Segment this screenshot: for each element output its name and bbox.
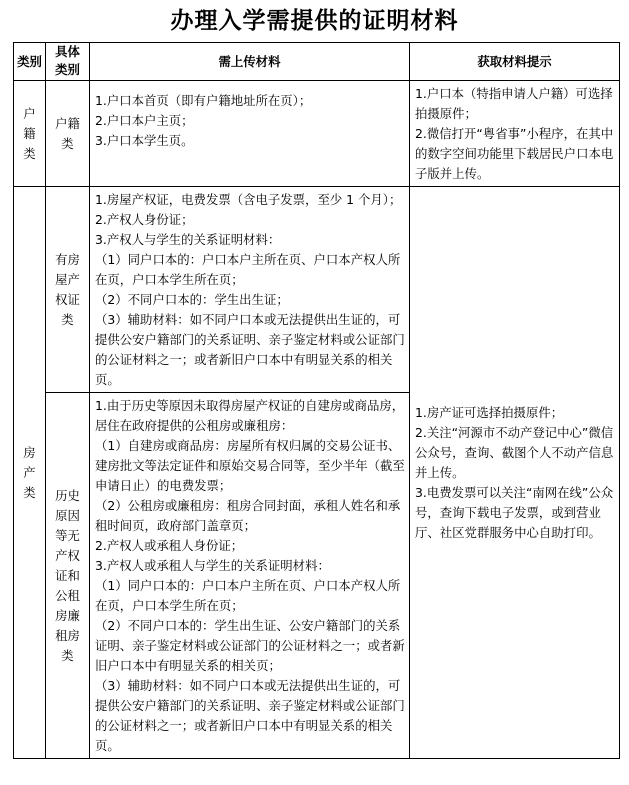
category-cell-property: 房产类 — [14, 187, 46, 759]
materials-cell-property-other — [90, 393, 410, 759]
tip-line: 1.户口本（特指申请人户籍）可选择拍摄原件； — [415, 86, 613, 121]
material-line: 1.房屋产权证，电费发票（含电子发票，至少 1 个月）； — [95, 192, 402, 207]
header-tips: 获取材料提示 — [410, 43, 620, 81]
subcategory-cell-hukou: 户籍类 — [46, 81, 90, 187]
category-cell-hukou: 户籍类 — [14, 81, 46, 187]
material-line: （2）不同户口本的：学生出生证、公安户籍部门的关系证明、亲子鉴定材料或公证部门的公证材料之一；或者新旧户口本中有明显关系的相关页； — [95, 618, 405, 673]
material-line: 3.户口本学生页。 — [95, 133, 194, 148]
table-row-hukou — [14, 81, 620, 187]
tip-line: 2.微信打开“粤省事”小程序，在其中的数字空间功能里下载居民户口本电子版并上传。 — [415, 126, 614, 181]
material-line: （1）同户口本的：户口本户主所在页、户口本产权人所在页，户口本学生所在页； — [95, 252, 401, 287]
material-line: 2.户口本户主页； — [95, 113, 194, 128]
tip-line: 1.房产证可选择拍摄原件； — [415, 405, 564, 420]
material-line: 3.产权人与学生的关系证明材料： — [95, 232, 281, 247]
header-category: 类别 — [14, 43, 46, 81]
material-line: 2.产权人或承租人身份证； — [95, 538, 244, 553]
material-line: 3.产权人或承租人与学生的关系证明材料： — [95, 558, 330, 573]
document-title: 办理入学需提供的证明材料 — [170, 8, 459, 34]
materials-cell-hukou — [90, 81, 410, 187]
material-line: （1）同户口本的：户口本户主所在页、户口本产权人所在页，户口本学生所在页； — [95, 578, 401, 613]
material-line: （1）自建房或商品房：房屋所有权归属的交易公证书、建房批文等法定证件和原始交易合同等，至少半年（截至申请日止）的电费发票； — [95, 438, 405, 493]
header-row — [14, 43, 620, 81]
materials-cell-property-owned — [90, 187, 410, 393]
subcategory-cell-property-other: 历史原因等无产权证和公租房廉租房类 — [46, 393, 90, 759]
table-row-property-owned — [14, 187, 620, 393]
material-line: （2）不同户口本的：学生出生证； — [95, 292, 289, 307]
material-line: 1.由于历史等原因未取得房屋产权证的自建房或商品房，居住在政府提供的公租房或廉租房： — [95, 398, 405, 433]
materials-table — [13, 42, 620, 759]
material-line: （2）公租房或廉租房：租房合同封面，承租人姓名和承租时间页，政府部门盖章页； — [95, 498, 401, 533]
tip-line: 2.关注“河源市不动产登记中心”微信公众号，查询、截图个人不动产信息并上传。 — [415, 425, 614, 480]
subcategory-cell-property-owned: 有房屋产权证类 — [46, 187, 90, 393]
tips-cell-hukou — [410, 81, 620, 187]
material-line: （3）辅助材料：如不同户口本或无法提供出生证的，可提供公安户籍部门的关系证明、亲子鉴定材料或公证部门的公证材料之一；或者新旧户口本中有明显关系的相关页。 — [95, 312, 405, 387]
material-line: （3）辅助材料：如不同户口本或无法提供出生证的，可提供公安户籍部门的关系证明、亲子鉴定材料或公证部门的公证材料之一；或者新旧户口本中有明显关系的相关页。 — [95, 678, 405, 753]
tip-line: 3.电费发票可以关注“南网在线”公众号，查询下载电子发票，或到营业厅、社区党群服务中心自助打印。 — [415, 485, 614, 540]
material-line: 1.户口本首页（即有户籍地址所在页）； — [95, 93, 312, 108]
header-subcategory: 具体类别 — [46, 43, 90, 81]
material-line: 2.产权人身份证； — [95, 212, 194, 227]
header-required-materials: 需上传材料 — [90, 43, 410, 81]
tips-cell-property — [410, 187, 620, 759]
